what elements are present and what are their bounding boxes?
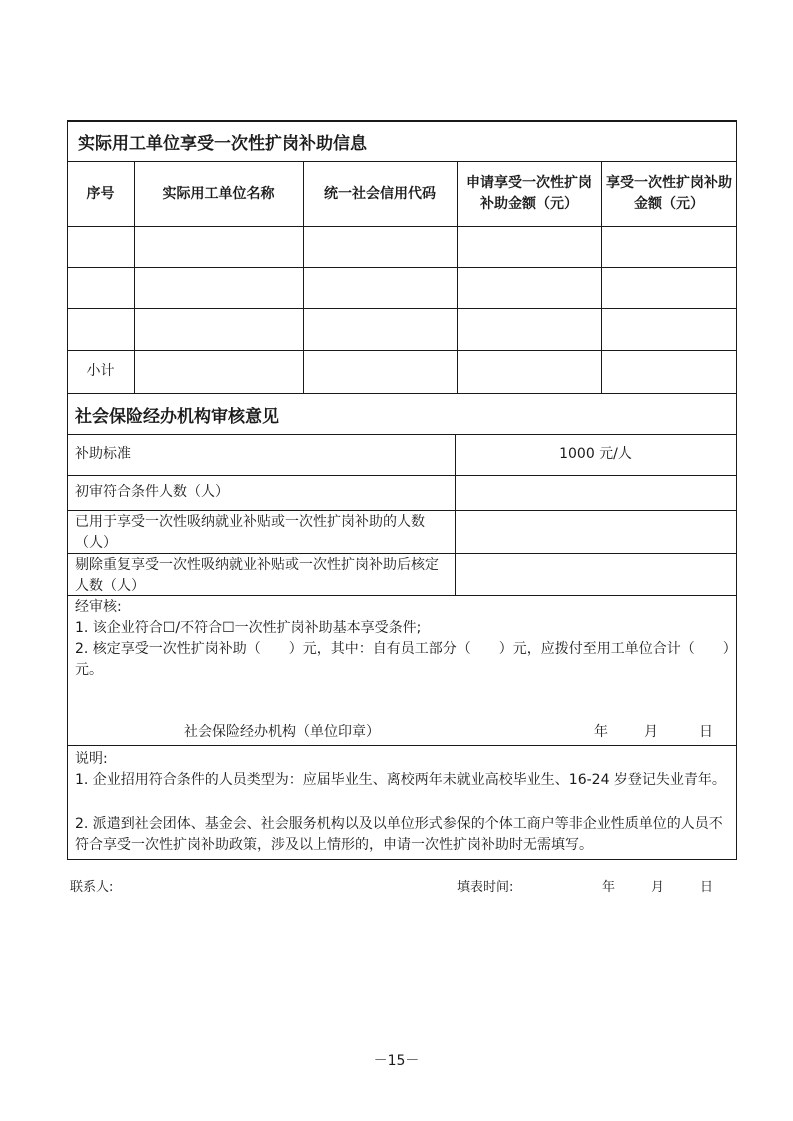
row-divider [67,308,737,309]
header-seq: 序号 [86,186,115,202]
table-bottom-border [67,859,737,860]
notes-item-2: 2. 派遣到社会团体、基金会、社会服务机构以及以单位形式参保的个体工商户等非企业性质单位的人员不符合享受一次性扩岗补助政策，涉及以上情形的，申请一次性扩岗补助时无需填写。 [75,816,723,853]
page-number: －15－ [373,1053,420,1069]
row-divider [67,350,737,351]
seal-date-day: 日 [699,724,713,740]
subsidy-standard-label: 补助标准 [75,446,131,462]
section1-title: 实际用工单位享受一次性扩岗补助信息 [78,134,367,154]
used-count-label: 已用于享受一次性吸纳就业补贴或一次性扩岗补助的人数（人） [75,514,425,551]
row-divider [67,267,737,268]
notes-item-1: 1. 企业招用符合条件的人员类型为：应届毕业生、离校两年未就业高校毕业生、16-24 岁登记失业青年。 [75,772,726,788]
header-credit-code: 统一社会信用代码 [324,186,436,202]
review-item-1: 1. 该企业符合☐/不符合☐一次性扩岗补助基本享受条件; [75,620,422,636]
row-divider [67,393,737,394]
fill-month: 月 [651,880,665,895]
header-unit-name: 实际用工单位名称 [162,186,275,202]
seal-date-month: 月 [644,724,658,740]
fill-time-label: 填表时间: [457,880,514,895]
row-divider [67,226,737,227]
row-divider [67,434,737,435]
col-divider [601,161,602,393]
row-divider [67,510,737,511]
row-divider [67,161,737,162]
subtotal-label: 小计 [86,363,115,379]
table-top-border [67,120,737,122]
table-left-border [67,120,68,860]
fill-year: 年 [602,880,616,895]
header-enjoy-amount: 享受一次性扩岗补助金额（元） [606,175,732,212]
initial-review-label: 初审符合条件人数（人） [75,484,229,500]
section2-title: 社会保险经办机构审核意见 [75,407,279,427]
header-apply-amount: 申请享受一次性扩岗补助金额（元） [466,175,592,212]
fill-day: 日 [700,880,714,895]
contact-label: 联系人: [70,880,114,895]
seal-date-year: 年 [594,724,608,740]
agency-seal-label: 社会保险经办机构（单位印章） [184,724,380,740]
subsidy-standard-value: 1000 元/人 [559,446,632,462]
col-divider [457,161,458,393]
notes-heading: 说明: [75,751,108,767]
row-divider [67,475,737,476]
review-heading: 经审核: [75,599,122,615]
table-right-border [736,120,737,860]
deducted-count-label: 剔除重复享受一次性吸纳就业补贴或一次性扩岗补助后核定人数（人） [75,557,439,594]
row-divider [67,745,737,746]
review-item-2: 2. 核定享受一次性扩岗补助（ ）元，其中：自有员工部分（ ）元，应拨付至用工单位合计（ ）元。 [75,641,730,678]
